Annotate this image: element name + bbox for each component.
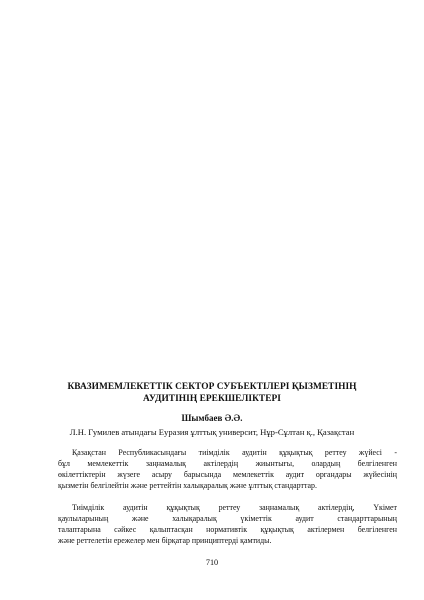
paragraph-line: Тиімділік аудитін құқықтық реттеу заңнамалық актілердің, Үкімет: [72, 503, 397, 512]
article-title-line-1: КВАЗИМЕМЛЕКЕТТІК СЕКТОР СУБЪЕКТІЛЕРІ ҚЫЗМЕТІНІҢ: [67, 382, 357, 392]
paragraph-line: Қазақстан Республикасындағы тиімділік аудитін құқықтық реттеу жүйесі -: [72, 448, 397, 457]
page-number: 710: [205, 558, 219, 567]
paragraph-line: өкілеттіктерін жүзеге асыру барысында мемлекеттік аудит органдары жүйесінің: [58, 469, 397, 479]
paragraph-line: және реттелетін ережелер мен бірқатар принциптерді қамтиды.: [58, 535, 272, 545]
abstract-paragraph-2: [58, 503, 397, 547]
paragraph-line: талаптарына сәйкес қалыптасқан нормативтік құқықтық актілермен белгіленген: [58, 524, 397, 534]
article-title-line-2: АУДИТІНІҢ ЕРЕКШЕЛІКТЕРІ: [142, 394, 281, 404]
paragraph-line: қызметін белгілейтін және реттейтін халықаралық және ұлттық стандарттар.: [58, 480, 317, 490]
paragraph-line: қаулыларының және халықаралық үкіметтік аудит стандарттарының: [58, 513, 397, 523]
paragraph-line: бұл мемлекеттік заңнамалық актілердің жиынтығы, олардың белгіленген: [58, 458, 397, 468]
author-name: Шымбаев Ә.Ә.: [181, 413, 243, 423]
author-affiliation: Л.Н. Гумилев атындағы Еуразия ұлттық университ, Нұр-Сұлтан қ., Қазақстан: [69, 427, 355, 437]
abstract-paragraph-1: [58, 448, 397, 492]
article-title: [40, 381, 384, 405]
